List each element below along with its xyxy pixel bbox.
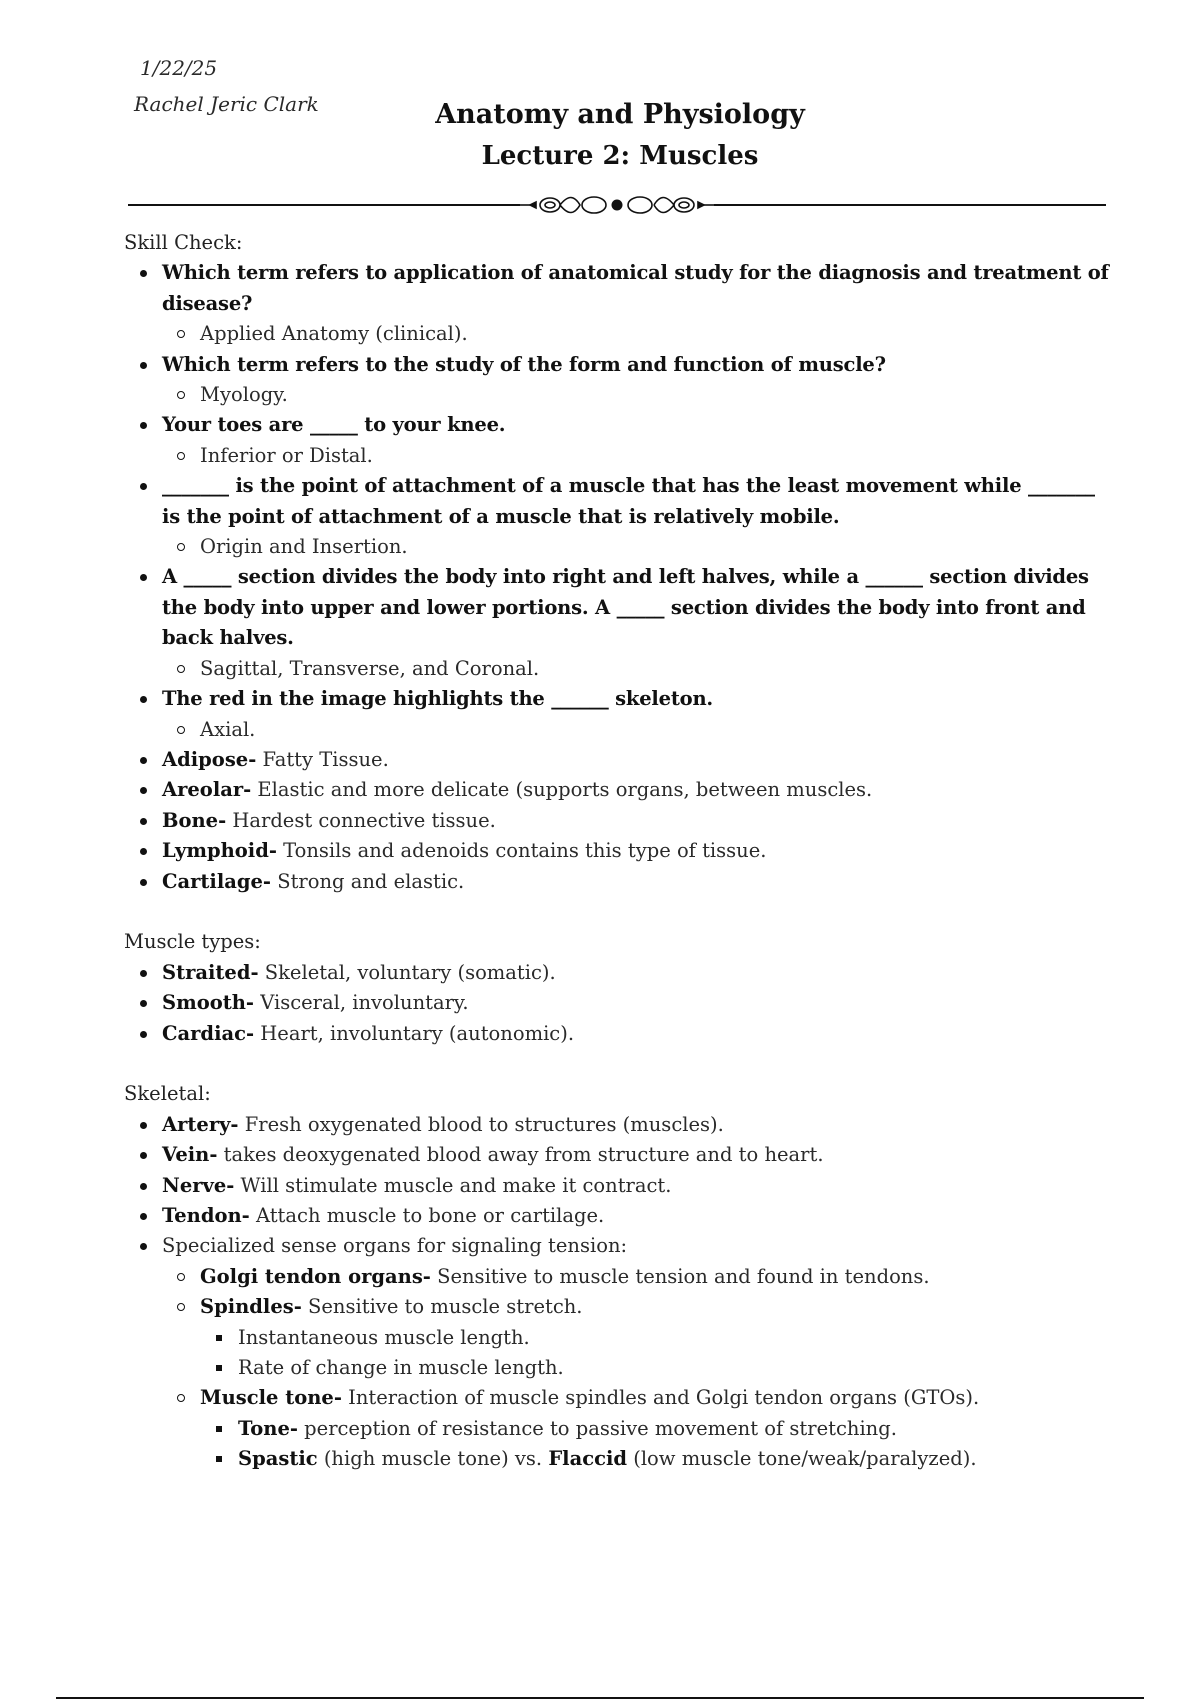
definition: Heart, involuntary (autonomic). xyxy=(254,1021,575,1045)
term: Areolar- xyxy=(162,778,252,802)
list-item xyxy=(124,958,1114,988)
answer-text: Myology. xyxy=(200,383,288,407)
list-item xyxy=(124,562,1114,684)
definition: (high muscle tone) vs. xyxy=(317,1447,549,1471)
definition: (low muscle tone/weak/paralyzed). xyxy=(627,1447,977,1471)
document-date: 1/22/25 xyxy=(140,56,218,80)
question-text: Which term refers to the study of the form and function of muscle? xyxy=(162,352,886,376)
list-item xyxy=(124,350,1114,411)
term: Spindles- xyxy=(200,1295,302,1319)
definition: Tonsils and adenoids contains this type of tissue. xyxy=(276,839,767,863)
term: Tendon- xyxy=(162,1203,250,1227)
detail-text: Instantaneous muscle length. xyxy=(238,1325,530,1349)
term: Muscle tone- xyxy=(200,1386,342,1410)
author-name: Rachel Jeric Clark xyxy=(134,92,319,116)
list-item xyxy=(124,471,1114,562)
list-item xyxy=(124,410,1114,471)
skill-check-label: Skill Check: xyxy=(124,231,243,254)
definition: Skeletal, voluntary (somatic). xyxy=(258,960,556,984)
list-item xyxy=(124,1201,1114,1231)
term: Tone- xyxy=(238,1416,298,1440)
list-item xyxy=(200,1323,1114,1353)
term: Straited- xyxy=(162,960,259,984)
answer-text: Inferior or Distal. xyxy=(200,443,373,467)
definition: Will stimulate muscle and make it contract. xyxy=(234,1173,672,1197)
term: Nerve- xyxy=(162,1173,235,1197)
answer-item xyxy=(162,532,1114,562)
definition: Sensitive to muscle tension and found in tendons. xyxy=(430,1264,930,1288)
sense-organs-list xyxy=(162,1262,1114,1475)
definition: Fatty Tissue. xyxy=(256,747,389,771)
ornamental-divider xyxy=(128,190,1106,220)
list-item xyxy=(124,1231,1114,1474)
definition: Hardest connective tissue. xyxy=(226,808,496,832)
definition: Visceral, involuntary. xyxy=(254,991,469,1015)
muscle-types-list xyxy=(124,958,1114,1049)
list-item xyxy=(124,745,1114,775)
list-item xyxy=(124,988,1114,1018)
answer-item xyxy=(162,319,1114,349)
skeletal-label: Skeletal: xyxy=(124,1082,211,1106)
sense-organs-label: Specialized sense organs for signaling tension: xyxy=(162,1234,628,1258)
list-item xyxy=(200,1414,1114,1444)
list-item xyxy=(162,1292,1114,1383)
list-item xyxy=(124,775,1114,805)
list-item xyxy=(124,1110,1114,1140)
term: Cardiac- xyxy=(162,1021,255,1045)
definition: takes deoxygenated blood away from structure and to heart. xyxy=(217,1143,824,1167)
answer-text: Sagittal, Transverse, and Coronal. xyxy=(200,656,540,680)
answer-text: Applied Anatomy (clinical). xyxy=(200,322,468,346)
definition: Fresh oxygenated blood to structures (muscles). xyxy=(238,1112,724,1136)
list-item xyxy=(200,1444,1114,1474)
term: Lymphoid- xyxy=(162,839,277,863)
term: Bone- xyxy=(162,808,227,832)
answer-item xyxy=(162,654,1114,684)
question-text: A _____ section divides the body into right and left halves, while a ______ section divides the body into upper and lower portions. A _____ section divides the body into front and back halves. xyxy=(162,565,1089,650)
definition: Strong and elastic. xyxy=(271,869,465,893)
page-subtitle: Lecture 2: Muscles xyxy=(481,141,759,171)
muscle-types-label: Muscle types: xyxy=(124,930,261,954)
answer-text: Axial. xyxy=(200,717,256,741)
skeletal-list xyxy=(124,1110,1114,1475)
question-text: The red in the image highlights the ______ skeleton. xyxy=(162,687,714,711)
list-item xyxy=(200,1353,1114,1383)
list-item xyxy=(162,1262,1114,1292)
list-item xyxy=(162,1383,1114,1474)
answer-item xyxy=(162,380,1114,410)
term: Flaccid xyxy=(548,1447,628,1471)
term: Golgi tendon organs- xyxy=(200,1264,431,1288)
spindles-details xyxy=(200,1323,1114,1384)
footer-divider xyxy=(56,1697,1144,1699)
title-block xyxy=(380,96,860,178)
definition: Interaction of muscle spindles and Golgi tendon organs (GTOs). xyxy=(341,1386,980,1410)
question-text: _______ is the point of attachment of a muscle that has the least movement while _______ is the point of attachment of a muscle that is relatively mobile. xyxy=(162,474,1095,528)
list-item xyxy=(124,806,1114,836)
list-item xyxy=(124,836,1114,866)
term: Smooth- xyxy=(162,991,255,1015)
term: Vein- xyxy=(162,1143,218,1167)
term: Spastic xyxy=(238,1447,318,1471)
list-item xyxy=(124,1171,1114,1201)
page-title: Anatomy and Physiology xyxy=(435,99,805,130)
definition: perception of resistance to passive movement of stretching. xyxy=(297,1416,897,1440)
question-text: Which term refers to application of anatomical study for the diagnosis and treatment of disease? xyxy=(162,261,1109,315)
list-item xyxy=(124,684,1114,745)
term: Adipose- xyxy=(162,747,257,771)
question-text: Your toes are _____ to your knee. xyxy=(162,413,506,437)
notes-content xyxy=(124,228,1114,1475)
term: Artery- xyxy=(162,1112,239,1136)
list-item xyxy=(124,867,1114,897)
definition: Attach muscle to bone or cartilage. xyxy=(249,1203,605,1227)
list-item xyxy=(124,1140,1114,1170)
list-item xyxy=(124,1019,1114,1049)
muscle-tone-details xyxy=(200,1414,1114,1475)
list-item xyxy=(124,258,1114,349)
skill-check-list xyxy=(124,258,1114,897)
answer-item xyxy=(162,441,1114,471)
definition: Elastic and more delicate (supports organs, between muscles. xyxy=(251,778,873,802)
detail-text: Rate of change in muscle length. xyxy=(238,1356,564,1379)
spacer xyxy=(124,1049,1114,1079)
answer-item xyxy=(162,715,1114,745)
definition: Sensitive to muscle stretch. xyxy=(301,1295,583,1319)
answer-text: Origin and Insertion. xyxy=(200,535,408,559)
term: Cartilage- xyxy=(162,869,272,893)
spacer xyxy=(124,897,1114,927)
